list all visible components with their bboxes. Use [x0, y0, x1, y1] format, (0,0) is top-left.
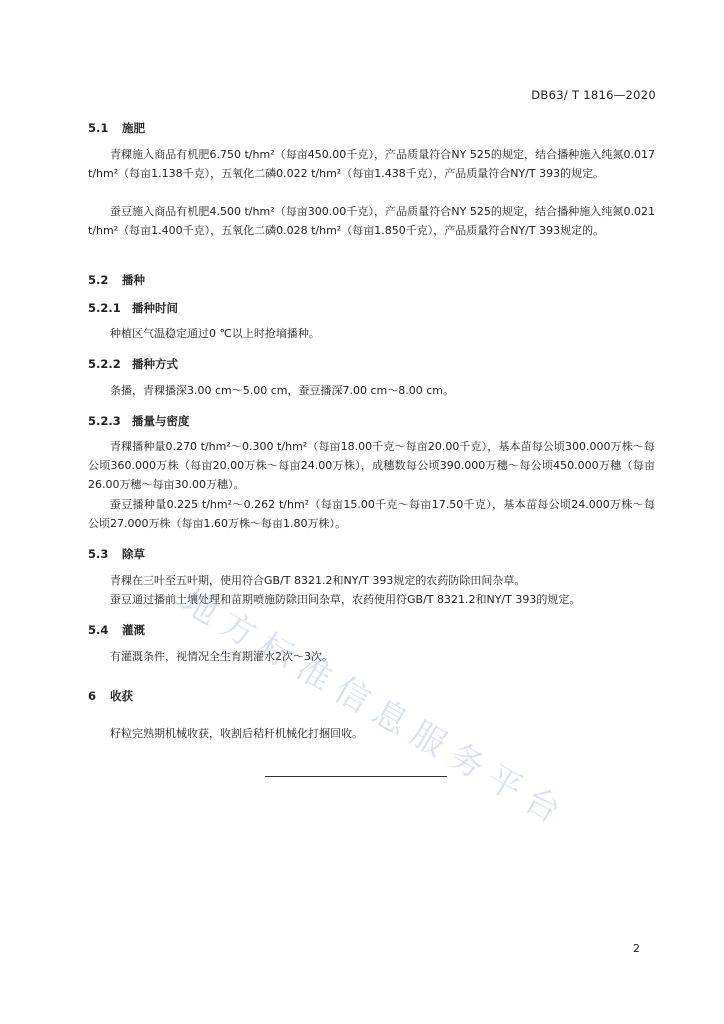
section-number: 5.2.2	[88, 357, 121, 371]
section-title: 施肥	[122, 121, 145, 135]
section-5-3-heading	[88, 546, 145, 562]
watermark	[175, 580, 615, 832]
section-number: 5.2	[88, 273, 109, 287]
section-title: 播种时间	[132, 301, 178, 315]
paragraph-irrigation: 有灌溉条件，视情况全生育期灌水2次～3次。	[110, 650, 333, 663]
paragraph-seeding-rate-barley: 青稞播种量0.270 t/hm²～0.300 t/hm²（每亩18.00千克～每亩20.00千克），基本苗每公顷300.000万株～每公顷360.000万株（每亩20.00万株～每亩24.00万株），成穗数每公顷390.000万穗～每公顷450.000万穗（每亩26.00万穗～每亩30.00万穗）。	[88, 440, 655, 491]
section-number: 5.1	[88, 121, 109, 135]
section-number: 5.2.3	[88, 414, 121, 428]
section-6-heading	[88, 688, 133, 704]
watermark-char: 台	[517, 779, 567, 832]
section-5-2-heading	[88, 272, 145, 288]
section-number: 5.2.1	[88, 301, 121, 315]
watermark-char: 标	[251, 625, 301, 678]
section-title: 播种方式	[132, 357, 178, 371]
watermark-char: 服	[403, 713, 453, 766]
paragraph-weeding-barley: 青稞在三叶至五叶期，使用符合GB/T 8321.2和NY/T 393规定的农药防除田间杂草。	[110, 574, 526, 587]
end-rule	[265, 776, 447, 777]
watermark-char: 准	[289, 647, 339, 700]
section-title: 播种	[122, 273, 145, 287]
section-5-1-heading	[88, 120, 145, 136]
paragraph-fertilizer-broad-bean: 蚕豆施入商品有机肥4.500 t/hm²（每亩300.00千克），产品质量符合NY 525的规定，结合播种施入纯氮0.021 t/hm²（每亩1.400千克），五氧化二磷0.028 t/hm²（每亩1.850千克），产品质量符合NY/T 393规定的。	[88, 205, 655, 237]
section-title: 灌溉	[122, 623, 145, 637]
watermark-char: 信	[327, 669, 377, 722]
paragraph-harvest: 籽粒完熟期机械收获，收割后秸秆机械化打捆回收。	[110, 727, 363, 740]
section-number: 6	[88, 689, 97, 703]
watermark-char: 务	[441, 735, 491, 788]
paragraph-sowing-time: 种植区气温稳定通过0 ℃以上时抢墒播种。	[110, 327, 320, 340]
paragraph-sowing-method: 条播，青稞播深3.00 cm～5.00 cm，蚕豆播深7.00 cm～8.00 cm。	[110, 384, 455, 397]
page-number: 2	[633, 942, 640, 955]
watermark-char: 息	[365, 691, 415, 744]
section-title: 播量与密度	[132, 414, 190, 428]
section-title: 收获	[110, 689, 133, 703]
section-5-2-2-heading	[88, 356, 178, 372]
section-5-2-3-heading	[88, 413, 190, 429]
section-title: 除草	[122, 547, 145, 561]
section-number: 5.3	[88, 547, 109, 561]
section-5-2-1-heading	[88, 300, 178, 316]
watermark-char: 平	[479, 757, 529, 810]
watermark-char: 方	[213, 603, 263, 656]
paragraph-weeding-bean: 蚕豆通过播前土壤处理和苗期喷施防除田间杂草，农药使用符GB/T 8321.2和NY/T 393的规定。	[110, 593, 581, 606]
standard-code: DB63/ T 1816—2020	[531, 88, 656, 102]
paragraph-fertilizer-highland-barley: 青稞施入商品有机肥6.750 t/hm²（每亩450.00千克），产品质量符合NY 525的规定，结合播种施入纯氮0.017 t/hm²（每亩1.138千克），五氧化二磷0.022 t/hm²（每亩1.438千克），产品质量符合NY/T 393的规定。	[88, 148, 655, 180]
section-5-4-heading	[88, 622, 145, 638]
paragraph-seeding-rate-bean: 蚕豆播种量0.225 t/hm²～0.262 t/hm²（每亩15.00千克～每亩17.50千克），基本苗每公顷24.000万株～每公顷27.000万株（每亩1.60万株～每亩1.80万株）。	[88, 498, 655, 530]
section-number: 5.4	[88, 623, 109, 637]
watermark-char: 地	[175, 581, 225, 634]
